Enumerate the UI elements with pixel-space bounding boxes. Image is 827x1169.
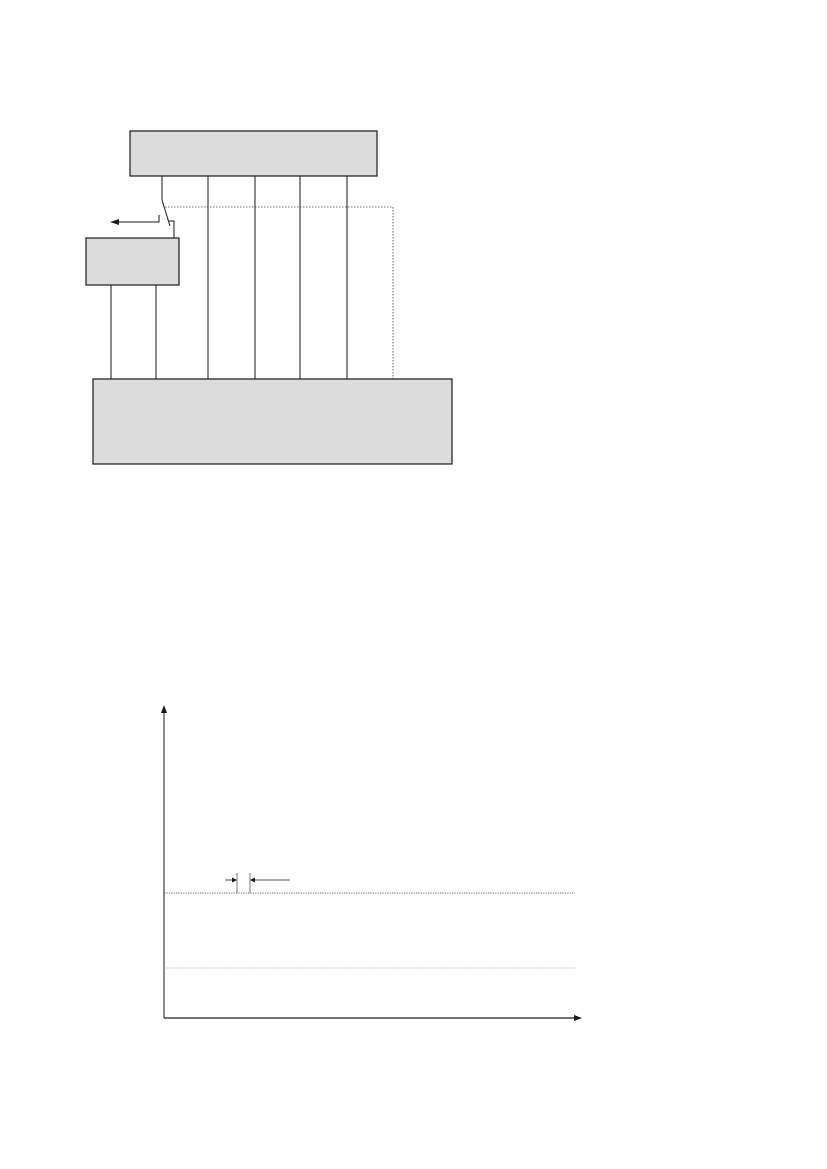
fan-bank [130,131,377,176]
x-axis-arrow-icon [574,1015,582,1021]
pack-controller-box [93,379,452,464]
power-supply-wire [118,215,159,222]
start-delay-right-arrow-icon [232,878,237,883]
power-supply-dotted-line [165,207,393,390]
wiring-diagram [0,0,827,480]
speed-adjuster-box [86,238,179,285]
start-delay-left-arrow-icon [250,878,255,883]
power-supply-arrow-icon [110,219,119,225]
fan1-switch [162,200,170,226]
y-axis-arrow-icon [161,705,167,713]
timing-diagram [0,680,827,1040]
